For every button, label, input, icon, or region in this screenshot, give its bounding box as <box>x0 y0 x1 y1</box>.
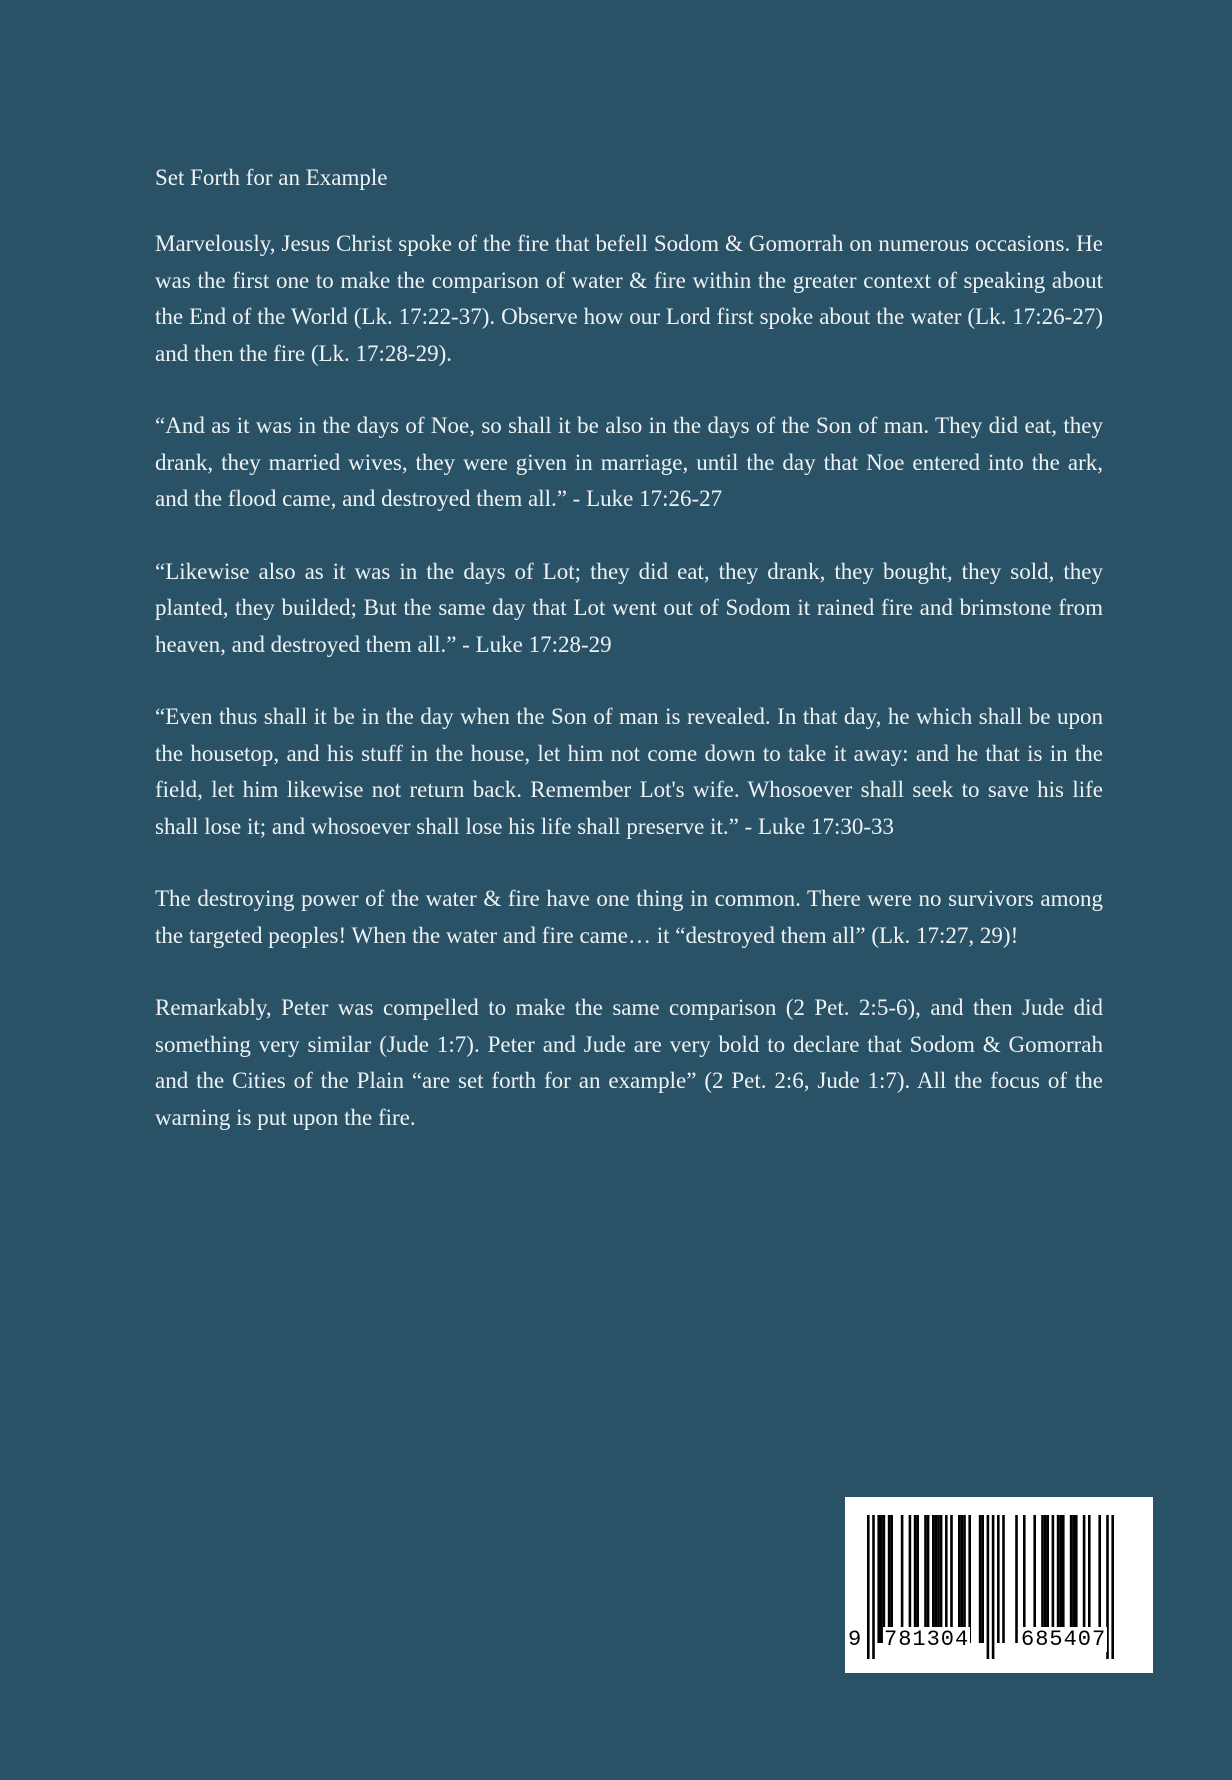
barcode-bar-15 <box>937 1515 940 1643</box>
paragraph-peter-jude: Remarkably, Peter was compelled to make the same comparison (2 Pet. 2:5-6), and then Jude did something very similar (Jude 1:7). Peter and Jude are very bold to declare that Sodom & Gomorrah and the Cities of the Plain “are set forth for an example” (2 Pet. 2:6, Jude 1:7). All the focus of the warning is put upon the fire. <box>155 995 1103 1130</box>
paragraph-intro: Marvelously, Jesus Christ spoke of the fire that befell Sodom & Gomorrah on numerous occasions. He was the first one to make the comparison of water & fire within the greater context of speaking about the End of the World (Lk. 17:22-37). Observe how our Lord first spoke about the water (Lk. 17:26-27) and then the fire (Lk. 17:28-29). <box>155 231 1103 366</box>
barcode-bar-9 <box>914 1515 917 1643</box>
barcode-bar-6 <box>890 1515 893 1643</box>
barcode-bar-33 <box>1044 1515 1047 1643</box>
barcode-bar-35 <box>1052 1515 1055 1643</box>
back-cover-text <box>155 160 1103 1172</box>
barcode-bar-10 <box>916 1515 919 1643</box>
paragraph-quote-luke-17-30: “Even thus shall it be in the day when the Son of man is revealed. In that day, he which shall be upon the housetop, and his stuff in the house, let him not come down to take it away: and he that is in the field, let him likewise not return back. Remember Lot's wife. Whosoever shall seek to save his life shall lose it; and whosoever shall lose his life shall preserve it.” - Luke 17:30-33 <box>155 704 1103 839</box>
paragraph-destroying-power: The destroying power of the water & fire have one thing in common. There were no survivors among the targeted peoples! When the water and fire came… it “destroyed them all” (Lk. 17:27, 29)! <box>155 886 1103 948</box>
barcode-bar-40 <box>1072 1515 1075 1643</box>
barcode-bar-22 <box>968 1515 971 1643</box>
barcode-bar-39 <box>1070 1515 1073 1643</box>
barcode-bar-16 <box>940 1515 943 1643</box>
barcode-digits-right: 685407 <box>1021 1627 1107 1652</box>
section-heading: Set Forth for an Example <box>155 165 388 190</box>
barcode-bar-44 <box>1098 1515 1101 1643</box>
barcode-digits-left: 781304 <box>884 1627 970 1652</box>
paragraph-quote-luke-17-28: “Likewise also as it was in the days of Lot; they did eat, they drank, they bought, they sold, they planted, they builded; But the same day that Lot went out of Sodom it rained fire and brimstone from heaven, and destroyed them all.” - Luke 17:28-29 <box>155 558 1103 657</box>
barcode-bar-5 <box>888 1515 891 1643</box>
barcode-bar-41 <box>1075 1515 1078 1643</box>
barcode-bar-38 <box>1062 1515 1065 1643</box>
barcode-bar-34 <box>1046 1515 1049 1643</box>
barcode-bar-43 <box>1088 1515 1091 1643</box>
barcode-bar-20 <box>961 1515 964 1643</box>
barcode-bar-24 <box>981 1515 984 1643</box>
barcode-bar-4 <box>883 1515 886 1643</box>
barcode-bar-13 <box>932 1515 935 1643</box>
isbn-barcode <box>845 1497 1153 1673</box>
barcode-bar-12 <box>927 1515 930 1643</box>
barcode-bar-21 <box>963 1515 966 1643</box>
barcode-bar-31 <box>1033 1515 1036 1643</box>
barcode-bar-42 <box>1083 1515 1086 1643</box>
barcode-bar-23 <box>979 1515 982 1643</box>
barcode-bar-8 <box>909 1515 912 1643</box>
barcode-bar-27 <box>997 1515 1000 1643</box>
barcode-bar-29 <box>1015 1515 1018 1643</box>
barcode-bar-17 <box>945 1515 948 1643</box>
barcode-bar-32 <box>1041 1515 1044 1643</box>
barcode-bar-11 <box>924 1515 927 1643</box>
barcode-digit-first: 9 <box>848 1627 863 1652</box>
barcode-bar-30 <box>1023 1515 1026 1643</box>
barcode-bar-28 <box>1002 1515 1005 1643</box>
barcode-bar-19 <box>958 1515 961 1643</box>
barcode-digits <box>845 1627 1153 1655</box>
paragraph-quote-luke-17-26: “And as it was in the days of Noe, so shall it be also in the days of the Son of man. They did eat, they drank, they married wives, they were given in marriage, until the day that Noe entered into the ark, and the flood came, and destroyed them all.” - Luke 17:26-27 <box>155 413 1103 511</box>
barcode-bar-14 <box>935 1515 938 1643</box>
barcode-bar-36 <box>1057 1515 1060 1643</box>
barcode-bar-2 <box>877 1515 880 1643</box>
barcode-bar-37 <box>1059 1515 1062 1643</box>
barcode-bar-3 <box>880 1515 883 1643</box>
barcode-bar-18 <box>950 1515 953 1643</box>
barcode-bar-7 <box>901 1515 904 1643</box>
